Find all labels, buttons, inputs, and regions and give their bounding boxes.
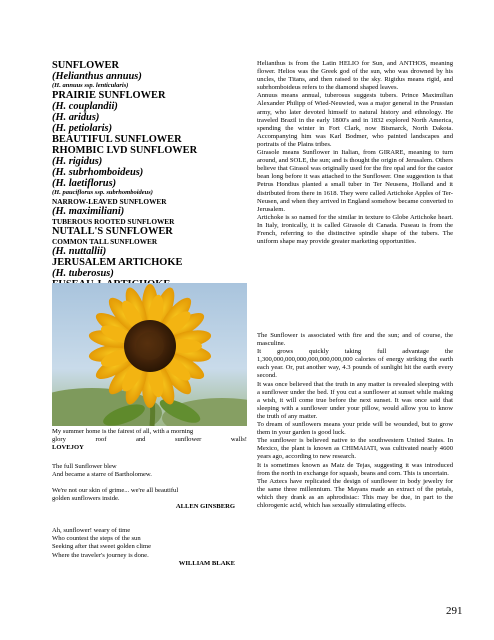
sunflower-image [52, 283, 247, 426]
plant-name: (Helianthus annuus) [52, 71, 142, 82]
plant-name: NUTALL'S SUNFLOWER [52, 226, 173, 237]
plant-name: TUBEROUS ROOTED SUNFLOWER [52, 217, 175, 226]
paragraph: It grows quickly taking full advantage the 1,300,000,000,000,000,000,000,000 calories of energy striking the earth each year. Or, put another way, 4.3 pounds of sunlight hit the earth every second. [257, 348, 453, 380]
quote-line: And became a starre of Bartholomew. [52, 471, 152, 479]
paragraph: Annuus means annual, tuberosus suggests tubers. Prince Maximilian Alexander Philipp of Wied-Neuwied, was a major general in the Prussian army, who later devoted himself to natural history and ethnology. He traveled Brazil in the early 1800's and in 1832 explored North America, spending the winter in Fort Clark, now Bismarck, North Dakota. Accompanying him was Karl Bodmer, who painted landscapes and portraits of the Plains tribes. [257, 92, 453, 148]
quote-line: We're not our skin of grime... we're all beautiful [52, 487, 179, 494]
plant-name: (H. couplandii) [52, 101, 118, 112]
paragraph: Girasole means Sunflower in Italian, from GIRARE, meaning to turn around, and SOLE, the sun; and is thought the origin of Jerusalem. Others believe that Girasol was originally used for the fire opal and for the castor bean long before it was attached to the Sunflower. One suggestion is that Petrus Hondius planted a small tuber in Ter Neusens, Holland and it distributed from there in 1618. They were called Artichoke Apples of Ter-Neusen, and when they arrived in England somehow became converted to Jerusalem. [257, 149, 453, 213]
plant-names-list [52, 60, 247, 310]
quote-line: The full Sunflower blew [52, 463, 117, 470]
quote-line: Where the traveler's journey is done. [52, 551, 149, 559]
quote-blake [52, 527, 247, 568]
plant-name: BEAUTIFUL SUNFLOWER [52, 134, 182, 145]
quote-author: WILLIAM BLAKE [178, 559, 235, 567]
paragraph: Helianthus is from the Latin HELIO for Sun, and ANTHOS, meaning flower. Helios was the Greek god of the sun, who was drowned by his uncles, the Titans, and then raised to the sky. Rigidus means rigid, and subrhomboideus refers to the diamond shaped leaves. [257, 60, 453, 92]
quote-line: golden sunflowers inside. [52, 495, 120, 503]
lore-section [257, 332, 453, 510]
quote-line: My summer home is the fairest of all, with a morning [52, 428, 194, 435]
quote-author: ALLEN GINSBERG [175, 503, 235, 511]
plant-name: RHOMBIC LVD SUNFLOWER [52, 145, 198, 156]
plant-name: JERUSALEM ARTICHOKE [52, 257, 183, 268]
paragraph: Artichoke is so named for the similar in texture to Globe Artichoke heart. In Italy, ironically, it is called Girasole di Canada. Fuseau is from the French, referring to the distinctive spindle shape of the tubers. The uniform shape may provide greater marketing opportunities. [257, 213, 453, 246]
quote-line: Who countest the steps of the sun [52, 535, 141, 543]
quote-line: Ah, sunflower! weary of time [52, 527, 131, 534]
plant-name: (H. petiolaris) [52, 123, 113, 134]
paragraph: The sunflower is believed native to the southwestern United States. In Mexico, the plant is known as CHIMAIATI, was cultivated nearly 4600 years ago, according to new research. [257, 437, 453, 461]
paragraph: It is sometimes known as Maiz de Tejas, suggesting it was introduced from the north in exchange for squash, beans and corn. This is uncertain. [257, 461, 453, 477]
quote-ginsberg [52, 487, 247, 512]
plant-name: (H. aridus) [52, 112, 100, 123]
quote-line: glory roof and sunflower walls! [52, 436, 247, 444]
plant-name: (H. maximiliani) [52, 206, 125, 217]
plant-name: (H. tuberosus) [52, 268, 114, 279]
quote-lovejoy [52, 428, 247, 453]
etymology-section [257, 60, 453, 246]
plant-name: (H. nuttallii) [52, 246, 107, 257]
sunflower-photo [52, 283, 247, 426]
plant-name: (H. pauciflorus ssp. subrhomboideus) [52, 189, 153, 196]
quote-author: LOVEJOY [52, 444, 84, 452]
plant-name: (H. subrhomboideus) [52, 167, 144, 178]
plant-name: NARROW-LEAVED SUNFLOWER [52, 197, 167, 206]
plant-name: (H. laetiflorus) [52, 178, 117, 189]
paragraph: The Aztecs have replicated the design of sunflower in body jewelry for the same three millennium. The Mayans made an extract of the petals, which they drank as an aphrodisiac: This may be due, in part to the chlorogenic acid, which has sexually stimulating effects. [257, 477, 453, 509]
paragraph: It was once believed that the truth in any matter is revealed sleeping with a sunflower under the bed. If you cut a sunflower at sunset while making a wish, it will come true before the next sunset. It was once said that sleeping with a sunflower under your pillow, would allow you to know the truth of any matter. [257, 380, 453, 420]
page-number: 291 [446, 605, 463, 617]
plant-name: (H. annuus ssp. lenticularis) [52, 82, 129, 89]
plant-name: COMMON TALL SUNFLOWER [52, 237, 158, 246]
plant-name: (H. rigidus) [52, 156, 103, 167]
quote-line: Seeking after that sweet golden clime [52, 543, 152, 551]
plant-name: SUNFLOWER [52, 60, 119, 71]
paragraph: The Sunflower is associated with fire and the sun; and of course, the masculine. [257, 332, 453, 348]
quote-sunflower-blew [52, 463, 247, 479]
paragraph: To dream of sunflowers means your pride will be wounded, but to grow them in your garden is good luck. [257, 421, 453, 437]
plant-name: PRAIRIE SUNFLOWER [52, 90, 166, 101]
